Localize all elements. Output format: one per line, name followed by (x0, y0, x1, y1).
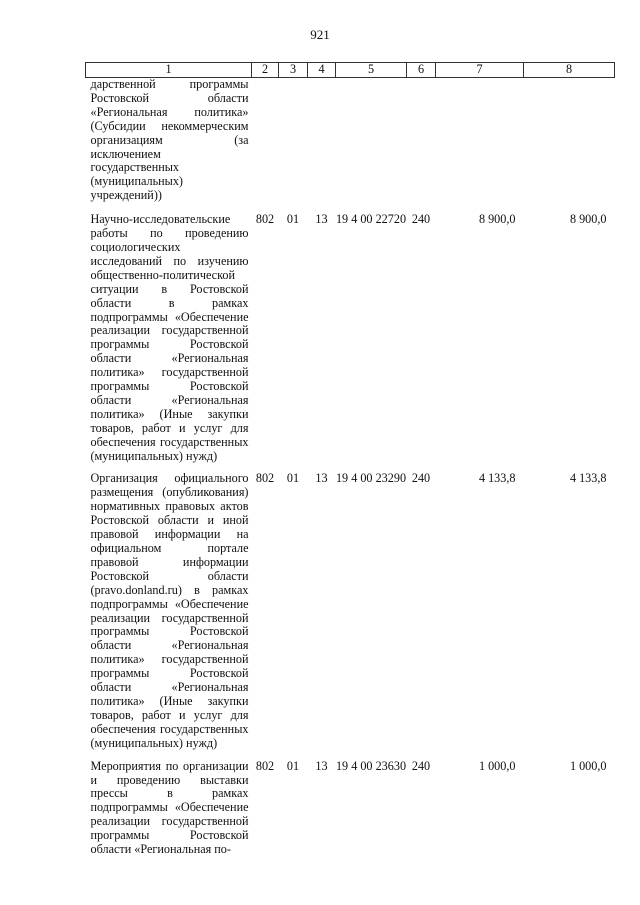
cell-section: 01 (286, 471, 300, 486)
cell-section: 01 (286, 212, 300, 227)
cell-amount-8: 8 900,0 (569, 212, 607, 227)
cell-target-article (336, 78, 407, 214)
col-header-6: 6 (407, 63, 436, 78)
row-description: дарственной программы Ростовской области «Региональная политика» (Субсидии некоммерческим организациям (за исключением государственных (муниципальных) учреждений)) (90, 77, 249, 203)
cell-amount-8: 4 133,8 (569, 471, 607, 486)
table-row (86, 760, 615, 866)
table-row (86, 472, 615, 759)
cell-subsection: 13 (315, 758, 328, 773)
cell-ministry (252, 78, 279, 214)
cell-section: 01 (286, 758, 300, 773)
cell-section (279, 78, 308, 214)
col-header-2: 2 (252, 63, 279, 78)
col-header-1: 1 (86, 63, 252, 78)
col-header-3: 3 (279, 63, 308, 78)
cell-amount-7: 4 133,8 (478, 471, 516, 486)
cell-subsection: 13 (315, 471, 328, 486)
col-header-5: 5 (336, 63, 407, 78)
col-header-7: 7 (436, 63, 524, 78)
cell-amount-8: 1 000,0 (569, 758, 607, 773)
cell-expense-type: 240 (411, 212, 431, 227)
budget-table (85, 62, 615, 866)
row-description: Мероприятия по организации и проведению выставки прессы в рамках подпрограммы «Обеспечение реализации государственной программы Ростовской области «Региональная по- (90, 758, 249, 857)
cell-target-article: 19 4 00 23630 (335, 758, 407, 773)
cell-amount-7 (436, 78, 524, 214)
cell-expense-type (407, 78, 436, 214)
cell-target-article: 19 4 00 23290 (335, 471, 407, 486)
cell-ministry: 802 (255, 758, 275, 773)
header-row (86, 63, 615, 78)
cell-ministry: 802 (255, 212, 275, 227)
cell-amount-7: 1 000,0 (478, 758, 516, 773)
cell-expense-type: 240 (411, 471, 431, 486)
cell-amount-8 (524, 78, 615, 214)
col-header-8: 8 (524, 63, 615, 78)
table-row (86, 78, 615, 214)
cell-target-article: 19 4 00 22720 (335, 212, 407, 227)
cell-amount-7: 8 900,0 (478, 212, 516, 227)
row-description: Организация официального размещения (опубликования) нормативных правовых актов Ростовской области и иной правовой информации на официальном портале правовой информации Ростовской области (pravo.donland.ru) в рамках подпрограммы «Обеспечение реализации государственной программы Ростовской области «Региональная политика» государственной программы Ростовской области «Региональная политика» (Иные закупки товаров, работ и услуг для обеспечения государственных (муниципальных) нужд) (90, 471, 249, 750)
col-header-4: 4 (308, 63, 336, 78)
row-description: Научно-исследовательские работы по проведению социологических исследований по изучению общественно-политической ситуации в Ростовской области в рамках подпрограммы «Обеспечение реализации государственной программы Ростовской области «Региональная политика» государственной программы Ростовской области «Региональная политика» (Иные закупки товаров, работ и услуг для обеспечения государственных (муниципальных) нужд) (90, 212, 249, 463)
cell-subsection (308, 78, 336, 214)
cell-subsection: 13 (315, 212, 328, 227)
cell-expense-type: 240 (411, 758, 431, 773)
page-number: 921 (310, 27, 330, 42)
cell-ministry: 802 (255, 471, 275, 486)
table-row (86, 213, 615, 472)
